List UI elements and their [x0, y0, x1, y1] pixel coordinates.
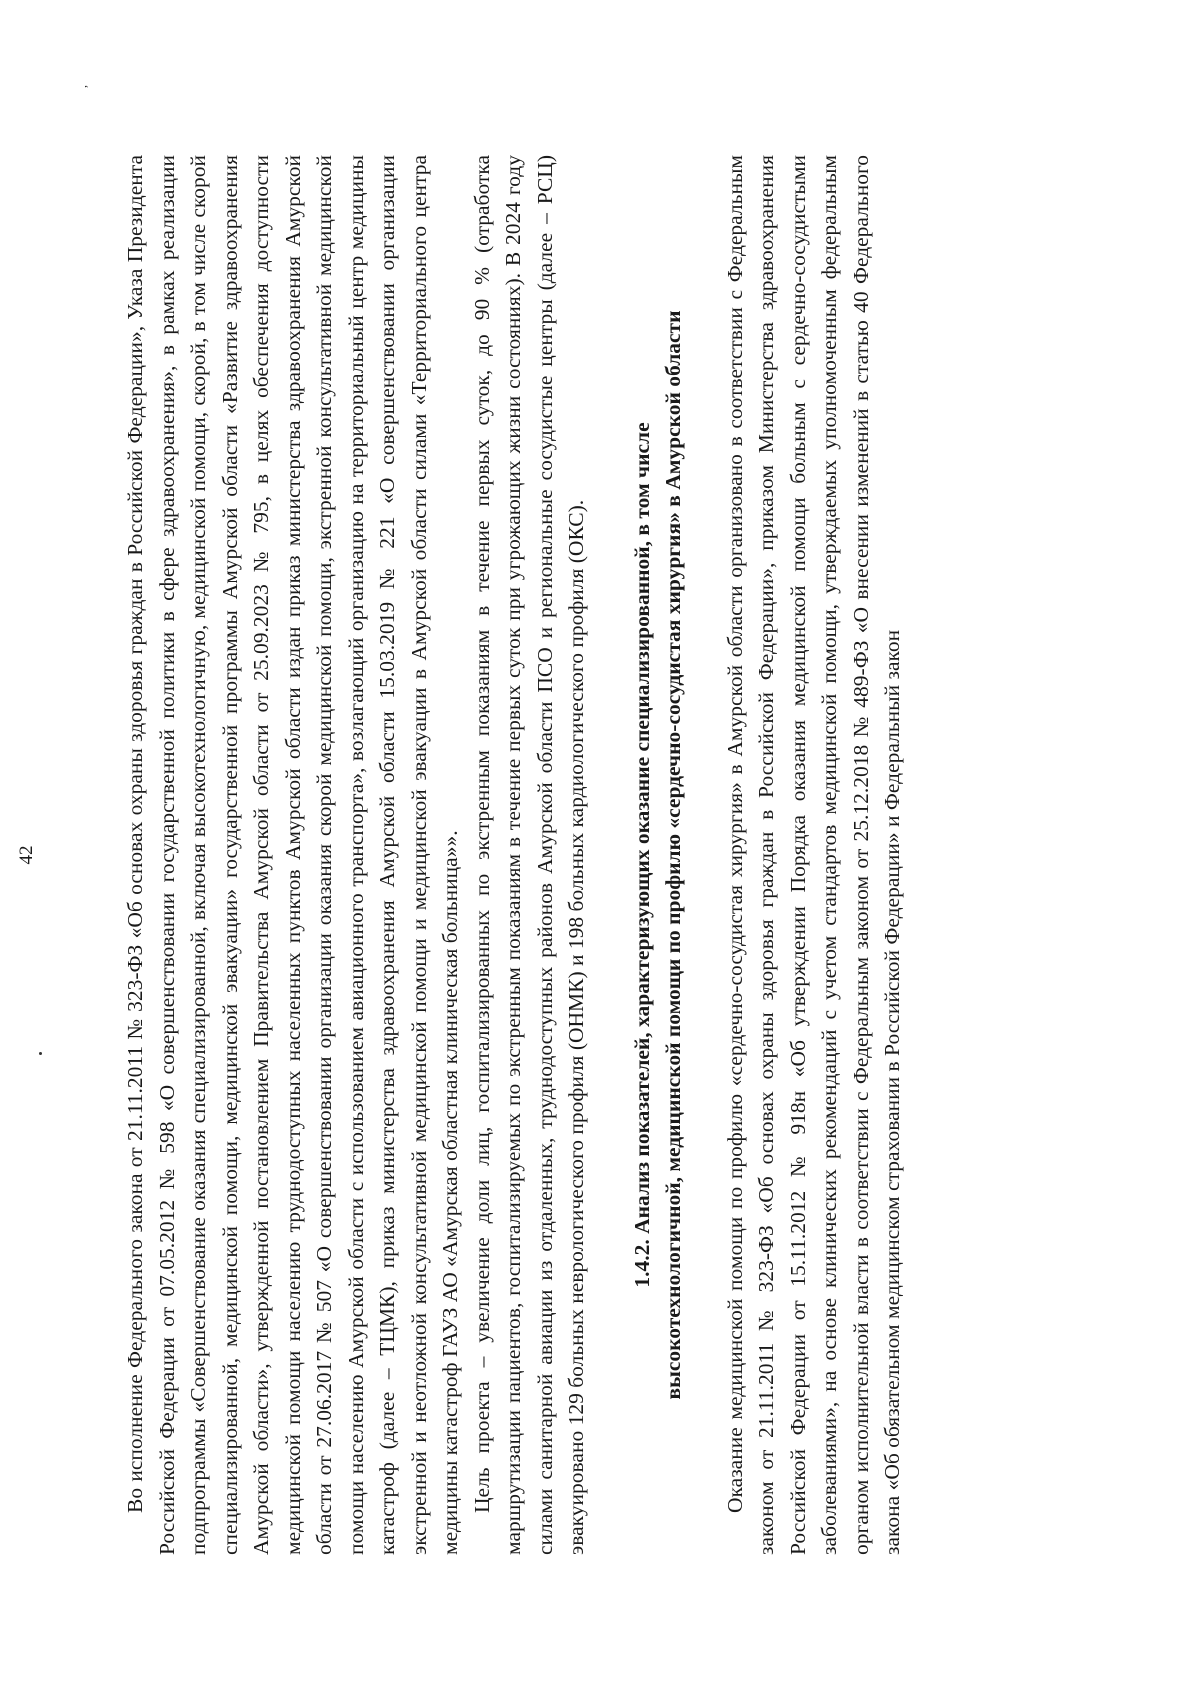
rotated-page	[15, 30, 1185, 1680]
heading-line: высокотехнологичной, медицинской помощи по профилю «сердечно-сосудистая хирургия» в Амурской области	[661, 310, 685, 1400]
scan-dot	[39, 1052, 42, 1055]
heading-line: 1.4.2. Анализ показателей, характеризующих оказание специализированной, в том числе	[629, 422, 654, 1288]
scan-tick: ,	[75, 85, 89, 88]
document-body	[120, 155, 909, 1555]
section-heading	[627, 155, 690, 1555]
paragraph: Цель проекта – увеличение доли лиц, госпитализированных по экстренным показаниям в течение первых суток, до 90 % (отработка маршрутизации пациентов, госпитализируемых по экстренным показаниям в течение первых суток при угрожающих жизни состояниях). В 2024 году силами санитарной авиации из отдаленных, труднодоступных районов Амурской области ПСО и региональные сосудистые центры (далее – РСЦ) эвакуировано 129 больных неврологического профиля (ОНМК) и 198 больных кардиологического профиля (ОКС).	[469, 155, 588, 1555]
page-number: 42	[16, 845, 37, 865]
paragraph: Оказание медицинской помощи по профилю «сердечно-сосудистая хирургия» в Амурской области организовано в соответствии с Федеральным законом от 21.11.2011 № 323-ФЗ «Об основах охраны здоровья граждан в Российской Федерации», приказом Министерства здравоохранения Российской Федерации от 15.11.2012 № 918н «Об утверждении Порядка оказания медицинской помощи больным с сердечно-сосудистыми заболеваниями», на основе клинических рекомендаций с учетом стандартов медицинской помощи, утверждаемых уполномоченным федеральным органом исполнительной власти в соответствии с Федеральным законом от 25.12.2018 № 489-ФЗ «О внесении изменений в статью 40 Федерального закона «Об обязательном медицинском страховании в Российской Федерации» и Федеральный закон	[722, 155, 904, 1555]
paragraph: Во исполнение Федерального закона от 21.11.2011 № 323-ФЗ «Об основах охраны здоровья граждан в Российской Федерации», Указа Президента Российской Федерации от 07.05.2012 № 598 «О совершенствовании государственной политики в сфере здравоохранения», в рамках реализации подпрограммы «Совершенствование оказания специализированной, включая высокотехнологичную, медицинской помощи, скорой, в том числе скорой специализированной, медицинской помощи, медицинской эвакуации» государственной программы Амурской области «Развитие здравоохранения Амурской области», утвержденной постановлением Правительства Амурской области от 25.09.2023 № 795, в целях обеспечения доступности медицинской помощи населению труднодоступных населенных пунктов Амурской области издан приказ министерства здравоохранения Амурской области от 27.06.2017 № 507 «О совершенствовании организации оказания скорой медицинской помощи, экстренной консультативной медицинской помощи населению Амурской области с использованием авиационного транспорта», возлагающий организацию на территориальный центр медицины катастроф (далее – ТЦМК), приказ министерства здравоохранения Амурской области 15.03.2019 № 221 «О совершенствовании организации экстренной и неотложной консультативной медицинской помощи и медицинской эвакуации в Амурской области силами «Территориального центра медицины катастроф ГАУЗ АО «Амурская областная клиническая больница»».	[123, 155, 462, 1555]
